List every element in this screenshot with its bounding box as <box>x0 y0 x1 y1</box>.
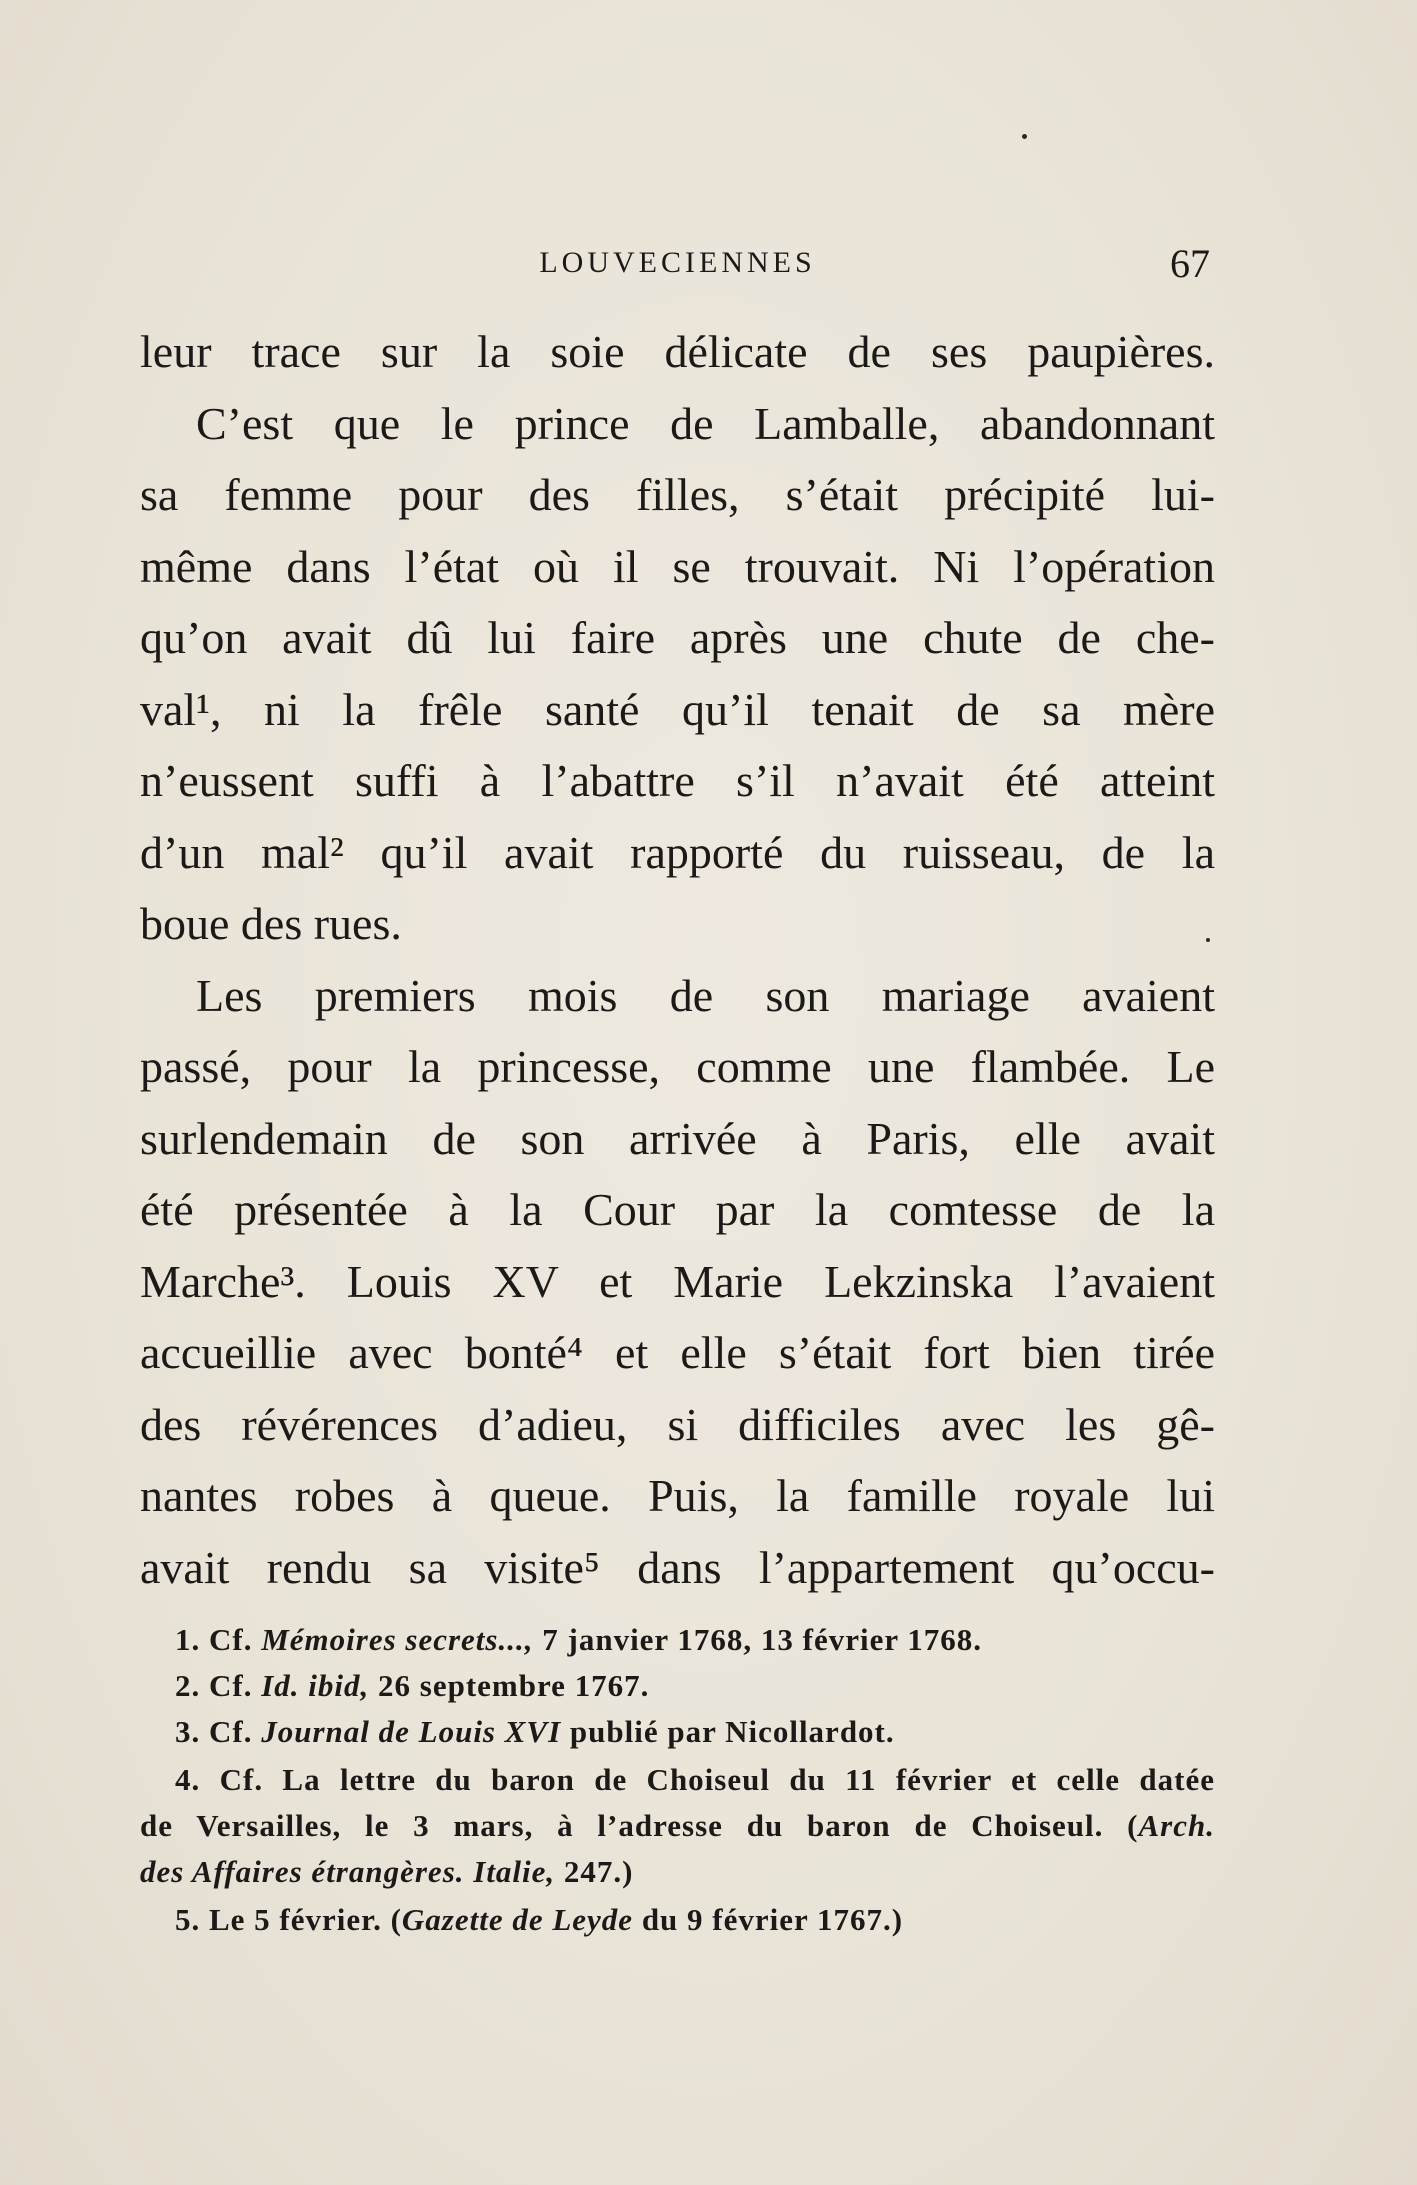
body-line: nantes robes à queue. Puis, la famille royale lui <box>140 1470 1215 1521</box>
footnote-2 <box>140 1663 1215 1709</box>
body-line: leur trace sur la soie délicate de ses paupières. <box>140 326 1215 377</box>
footnote-4-line <box>140 1803 1215 1849</box>
footnote-4-line: 4. Cf. La lettre du baron de Choiseul du 11 février et celle datée <box>175 1762 1215 1797</box>
footnote-1 <box>140 1617 1215 1663</box>
footnote-text: 247.) <box>563 1854 634 1889</box>
footnotes <box>140 1617 1215 1943</box>
body-line: Les premiers mois de son mariage avaient <box>196 969 1215 1021</box>
footnote-title: des Affaires étrangères. Italie, <box>140 1854 556 1889</box>
body-line: sa femme pour des filles, s’était précipité lui- <box>140 469 1215 520</box>
footnote-prefix: Cf. <box>209 1622 253 1657</box>
footnote-title: Mémoires secrets..., <box>261 1622 534 1657</box>
body-line: d’un mal² qu’il avait rapporté du ruisseau, de la <box>140 826 1215 878</box>
body-line: même dans l’état où il se trouvait. Ni l’opération <box>140 540 1215 592</box>
running-head <box>140 240 1215 290</box>
footnote-3 <box>140 1709 1215 1755</box>
body-line: n’eussent suffi à l’abattre s’il n’avait été atteint <box>140 755 1215 806</box>
body-line: avait rendu sa visite⁵ dans l’appartement qu’occu- <box>140 1541 1215 1593</box>
footnote-text: de Versailles, le 3 mars, à l’adresse du baron de Choiseul. ( <box>140 1808 1139 1843</box>
body-line: surlendemain de son arrivée à Paris, elle avait <box>140 1112 1215 1164</box>
body-line: été présentée à la Cour par la comtesse de la <box>140 1184 1215 1235</box>
body-line: accueillie avec bonté⁴ et elle s’était fort bien tirée <box>140 1327 1215 1378</box>
body-line: C’est que le prince de Lamballe, abandonnant <box>196 397 1215 449</box>
footnote-number: 1. <box>175 1622 201 1657</box>
footnote-number: 2. <box>175 1668 201 1703</box>
footnote-text: 26 septembre 1767. <box>378 1668 650 1703</box>
footnote-prefix: Cf. <box>209 1668 253 1703</box>
footnote-title: Arch. <box>1138 1808 1215 1843</box>
body-line: passé, pour la princesse, comme une flambée. Le <box>140 1041 1215 1092</box>
page-number: 67 <box>1170 241 1210 286</box>
footnote-number: 3. <box>175 1714 201 1749</box>
footnote-title: Id. ibid, <box>261 1668 370 1703</box>
footnote-text: 7 janvier 1768, 13 février 1768. <box>542 1622 983 1657</box>
body-line: des révérences d’adieu, si difficiles avec les gê- <box>140 1398 1215 1450</box>
footnote-4-line <box>140 1849 1215 1895</box>
body-line: Marche³. Louis XV et Marie Lekzinska l’avaient <box>140 1255 1215 1307</box>
body-line: boue des rues. <box>140 898 402 949</box>
footnote-text: 5. Le 5 février. ( <box>175 1902 402 1937</box>
footnote-text: publié par Nicollardot. <box>569 1714 895 1749</box>
footnote-title: Journal de Louis XVI <box>261 1714 562 1749</box>
footnote-5 <box>140 1897 1215 1943</box>
body-line: val¹, ni la frêle santé qu’il tenait de sa mère <box>140 683 1215 735</box>
running-title: LOUVECIENNES <box>539 246 816 279</box>
body-line: qu’on avait dû lui faire après une chute de che- <box>140 612 1215 663</box>
footnote-title: Gazette de Leyde <box>401 1902 634 1937</box>
ink-speck <box>1022 134 1027 139</box>
footnote-text: du 9 février 1767.) <box>641 1902 904 1937</box>
body-text <box>140 316 1215 1603</box>
footnote-prefix: Cf. <box>209 1714 253 1749</box>
